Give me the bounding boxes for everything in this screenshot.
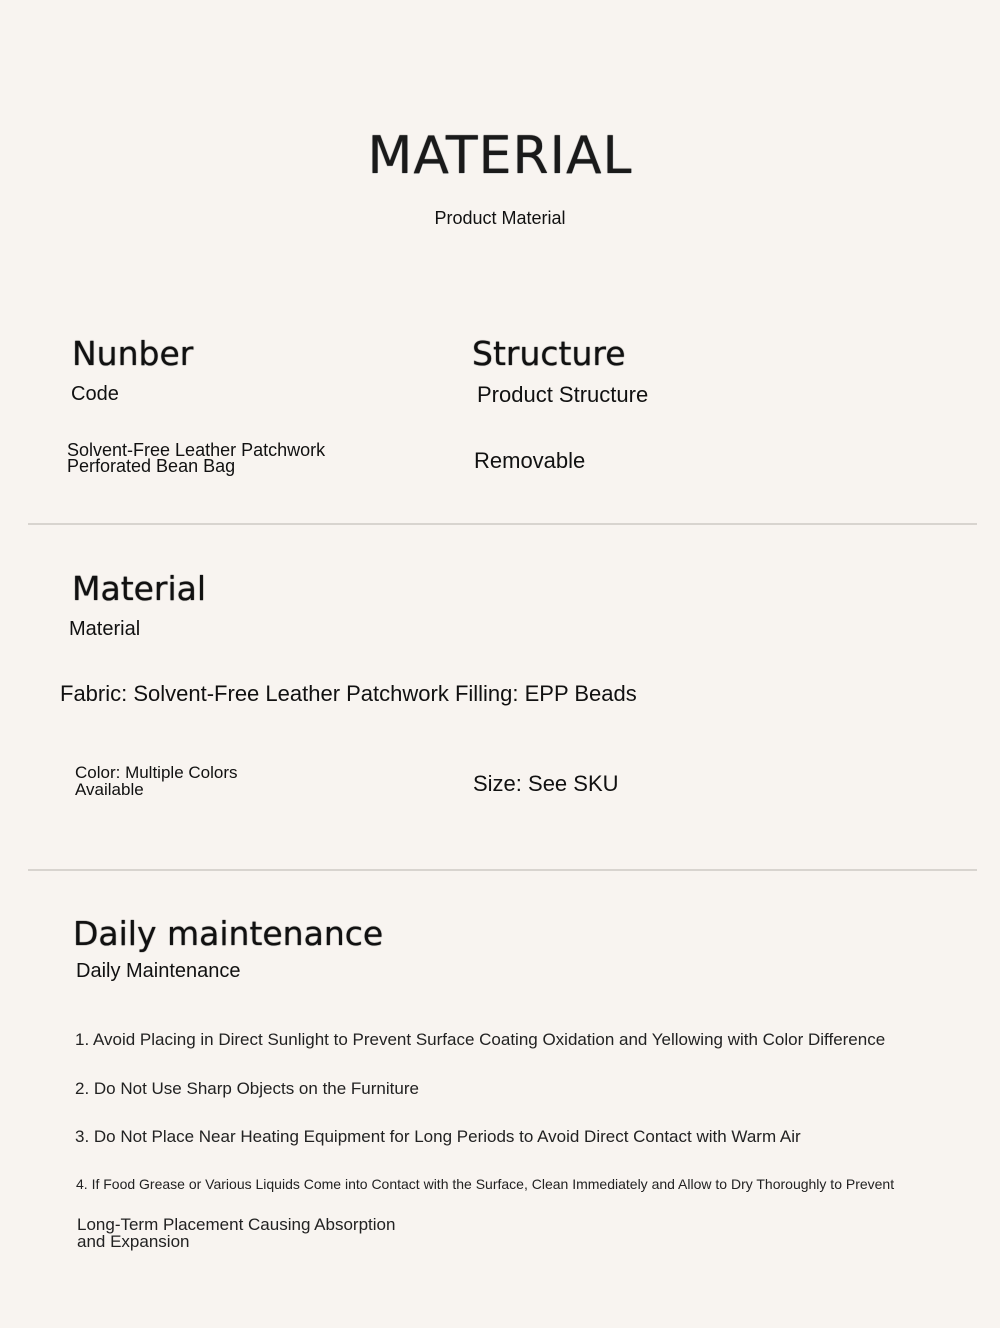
size-value: Size: See SKU xyxy=(473,771,619,796)
structure-value: Removable xyxy=(474,448,586,473)
page-subtitle: Product Material xyxy=(434,208,566,228)
page-title: MATERIAL xyxy=(367,126,633,186)
list-item: 4. If Food Grease or Various Liquids Come into Contact with the Surface, Clean Immediately and Allow to Dry Thoroughly to Prevent xyxy=(76,1176,895,1192)
color-value xyxy=(75,764,238,798)
number-section-subtitle: Code xyxy=(71,383,119,405)
number-value-line1: Solvent-Free Leather Patchwork xyxy=(67,440,326,460)
material-section-subtitle: Material xyxy=(69,618,141,640)
structure-section-title: Structure xyxy=(472,334,626,373)
structure-section-subtitle: Product Structure xyxy=(477,382,649,407)
maintenance-section-subtitle: Daily Maintenance xyxy=(76,960,241,982)
number-section-title: Nunber xyxy=(72,334,194,373)
list-item: 3. Do Not Place Near Heating Equipment for Long Periods to Avoid Direct Contact with Warm Air xyxy=(75,1127,801,1146)
number-value-line2: Perforated Bean Bag xyxy=(67,456,236,476)
continuation-line2: and Expansion xyxy=(77,1232,190,1251)
section-divider xyxy=(28,869,977,871)
continuation-line1: Long-Term Placement Causing Absorption xyxy=(77,1215,396,1234)
list-item: 1. Avoid Placing in Direct Sunlight to Prevent Surface Coating Oxidation and Yellowing with Color Difference xyxy=(75,1030,886,1049)
material-section-title: Material xyxy=(72,569,207,608)
number-value xyxy=(67,442,325,474)
color-value-line1: Color: Multiple Colors xyxy=(75,763,238,782)
color-value-line2: Available xyxy=(75,780,144,799)
list-item: 2. Do Not Use Sharp Objects on the Furniture xyxy=(75,1079,419,1098)
list-item-continuation xyxy=(77,1216,395,1250)
section-divider xyxy=(28,523,977,525)
fabric-filling-value: Fabric: Solvent-Free Leather Patchwork Filling: EPP Beads xyxy=(60,681,637,706)
maintenance-section-title: Daily maintenance xyxy=(73,914,384,953)
